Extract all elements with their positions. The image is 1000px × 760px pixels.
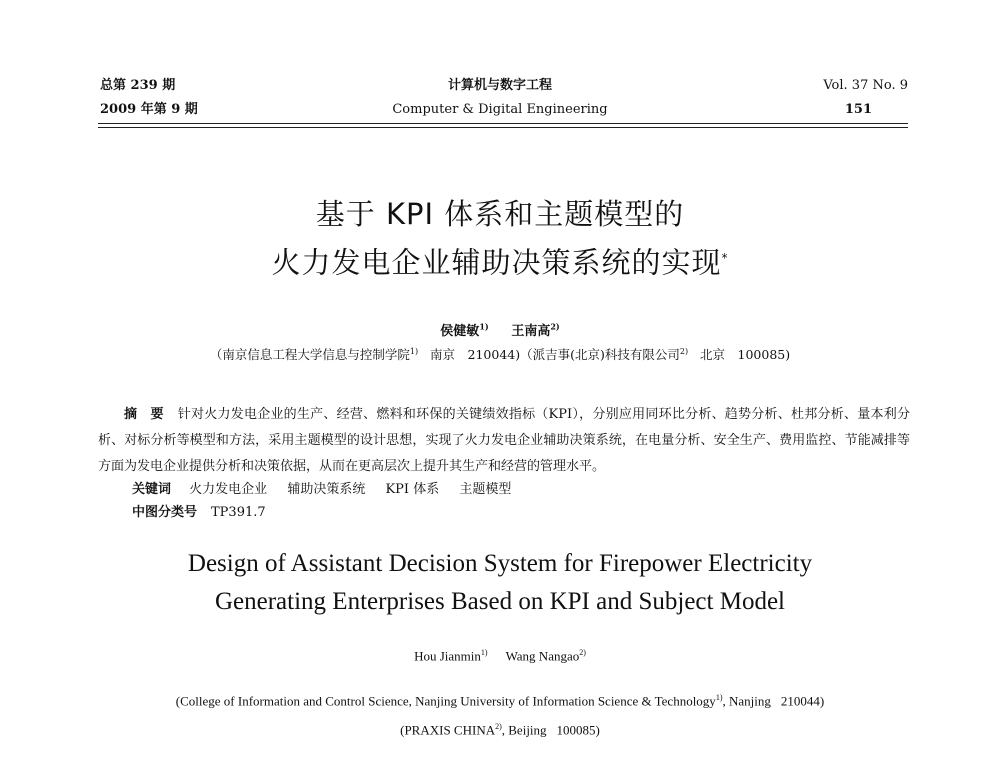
- affil-en-line2: [0, 714, 1000, 743]
- title-en-line1: Design of Assistant Decision System for Firepower Electricity: [187, 550, 813, 577]
- abstract-cn: [98, 402, 910, 480]
- issue-info: [100, 74, 198, 122]
- journal-name: [300, 74, 700, 122]
- volume-number: Vol. 37 No. 9: [823, 78, 908, 93]
- affil-cn-part1: （南京信息工程大学信息与控制学院: [209, 347, 410, 362]
- title-en-line2: Generating Enterprises Based on KPI and Subject Model: [214, 588, 785, 615]
- abstract-label: 摘 要: [124, 407, 164, 422]
- affil-en-1sup: 1): [715, 693, 723, 702]
- author-1-en-sup: 1): [480, 648, 488, 657]
- title-cn-line2-text: 火力发电企业辅助决策系统的实现: [271, 245, 722, 280]
- issue-total: 总第 239 期: [100, 78, 176, 93]
- affil-en-1a: (College of Information and Control Science, Nanjing University of Information Science & Technology: [175, 693, 716, 709]
- keyword-term: KPI 体系: [385, 482, 440, 497]
- classification-label: 中图分类号: [132, 505, 198, 520]
- abstract-text: 针对火力发电企业的生产、经营、燃料和环保的关键绩效指标（KPI），分别应用同环比分析、趋势分析、杜邦分析、量本利分析、对标分析等模型和方法，采用主题模型的设计思想，实现了火力发电企业辅助决策系统，在电量分析、安全生产、费用监控、节能减排等方面为发电企业提供分析和决策依据，从而在更高层次上提升其生产和经营的管理水平。: [98, 407, 910, 474]
- affil-cn-sup1: 1): [409, 346, 419, 356]
- volume-info: [823, 74, 908, 122]
- classification-number: [132, 503, 266, 523]
- issue-year: 2009 年第 9 期: [100, 102, 198, 117]
- author-2-cn: 王南高: [511, 324, 551, 339]
- affil-en-line1: [0, 685, 1000, 714]
- title-cn-line2: [0, 236, 1000, 285]
- header-rule-thin: [98, 127, 908, 128]
- header-rule-thick: [98, 123, 908, 124]
- page-number: 151: [844, 102, 872, 117]
- journal-name-cn: 计算机与数字工程: [447, 78, 552, 93]
- affil-en-2b: , Beijing: [501, 722, 547, 738]
- keyword-term: 辅助决策系统: [287, 482, 366, 497]
- keyword-term: 主题模型: [459, 482, 512, 497]
- affil-en-2sup: 2): [495, 722, 502, 732]
- affil-en-2zip: 100085): [556, 722, 600, 738]
- author-1-en: Hou Jianmin: [414, 648, 481, 664]
- affil-cn-part3: 北京 100085): [700, 347, 791, 362]
- classification-value: TP391.7: [211, 505, 266, 520]
- author-2-en: Wang Nangao: [505, 648, 580, 664]
- affil-en-2a: (PRAXIS CHINA: [400, 722, 496, 738]
- authors-en: [0, 648, 1000, 664]
- author-1-cn: 侯健敏: [440, 324, 480, 339]
- affiliation-cn: [0, 345, 1000, 363]
- paper-title-en: [0, 545, 1000, 621]
- affiliation-en: [0, 685, 1000, 744]
- affil-cn-sup2: 2): [679, 346, 689, 356]
- journal-name-en: Computer & Digital Engineering: [392, 102, 608, 117]
- affil-en-1zip: 210044): [780, 693, 825, 709]
- author-2-en-sup: 2): [579, 648, 586, 657]
- keywords-label: 关键词: [132, 482, 172, 497]
- author-1-sup: 1): [479, 321, 489, 332]
- keyword-term: 火力发电企业: [189, 482, 268, 497]
- authors-cn: [0, 320, 1000, 339]
- title-cn-line1: 基于 KPI 体系和主题模型的: [315, 197, 685, 231]
- paper-title-cn: [0, 192, 1000, 285]
- affil-cn-part2: 南京 210044)（派吉事(北京)科技有限公司: [430, 347, 680, 362]
- keywords: [132, 480, 527, 500]
- author-2-sup: 2): [550, 321, 560, 332]
- footnote-mark: *: [721, 251, 729, 265]
- affil-en-1b: , Nanjing: [722, 693, 771, 709]
